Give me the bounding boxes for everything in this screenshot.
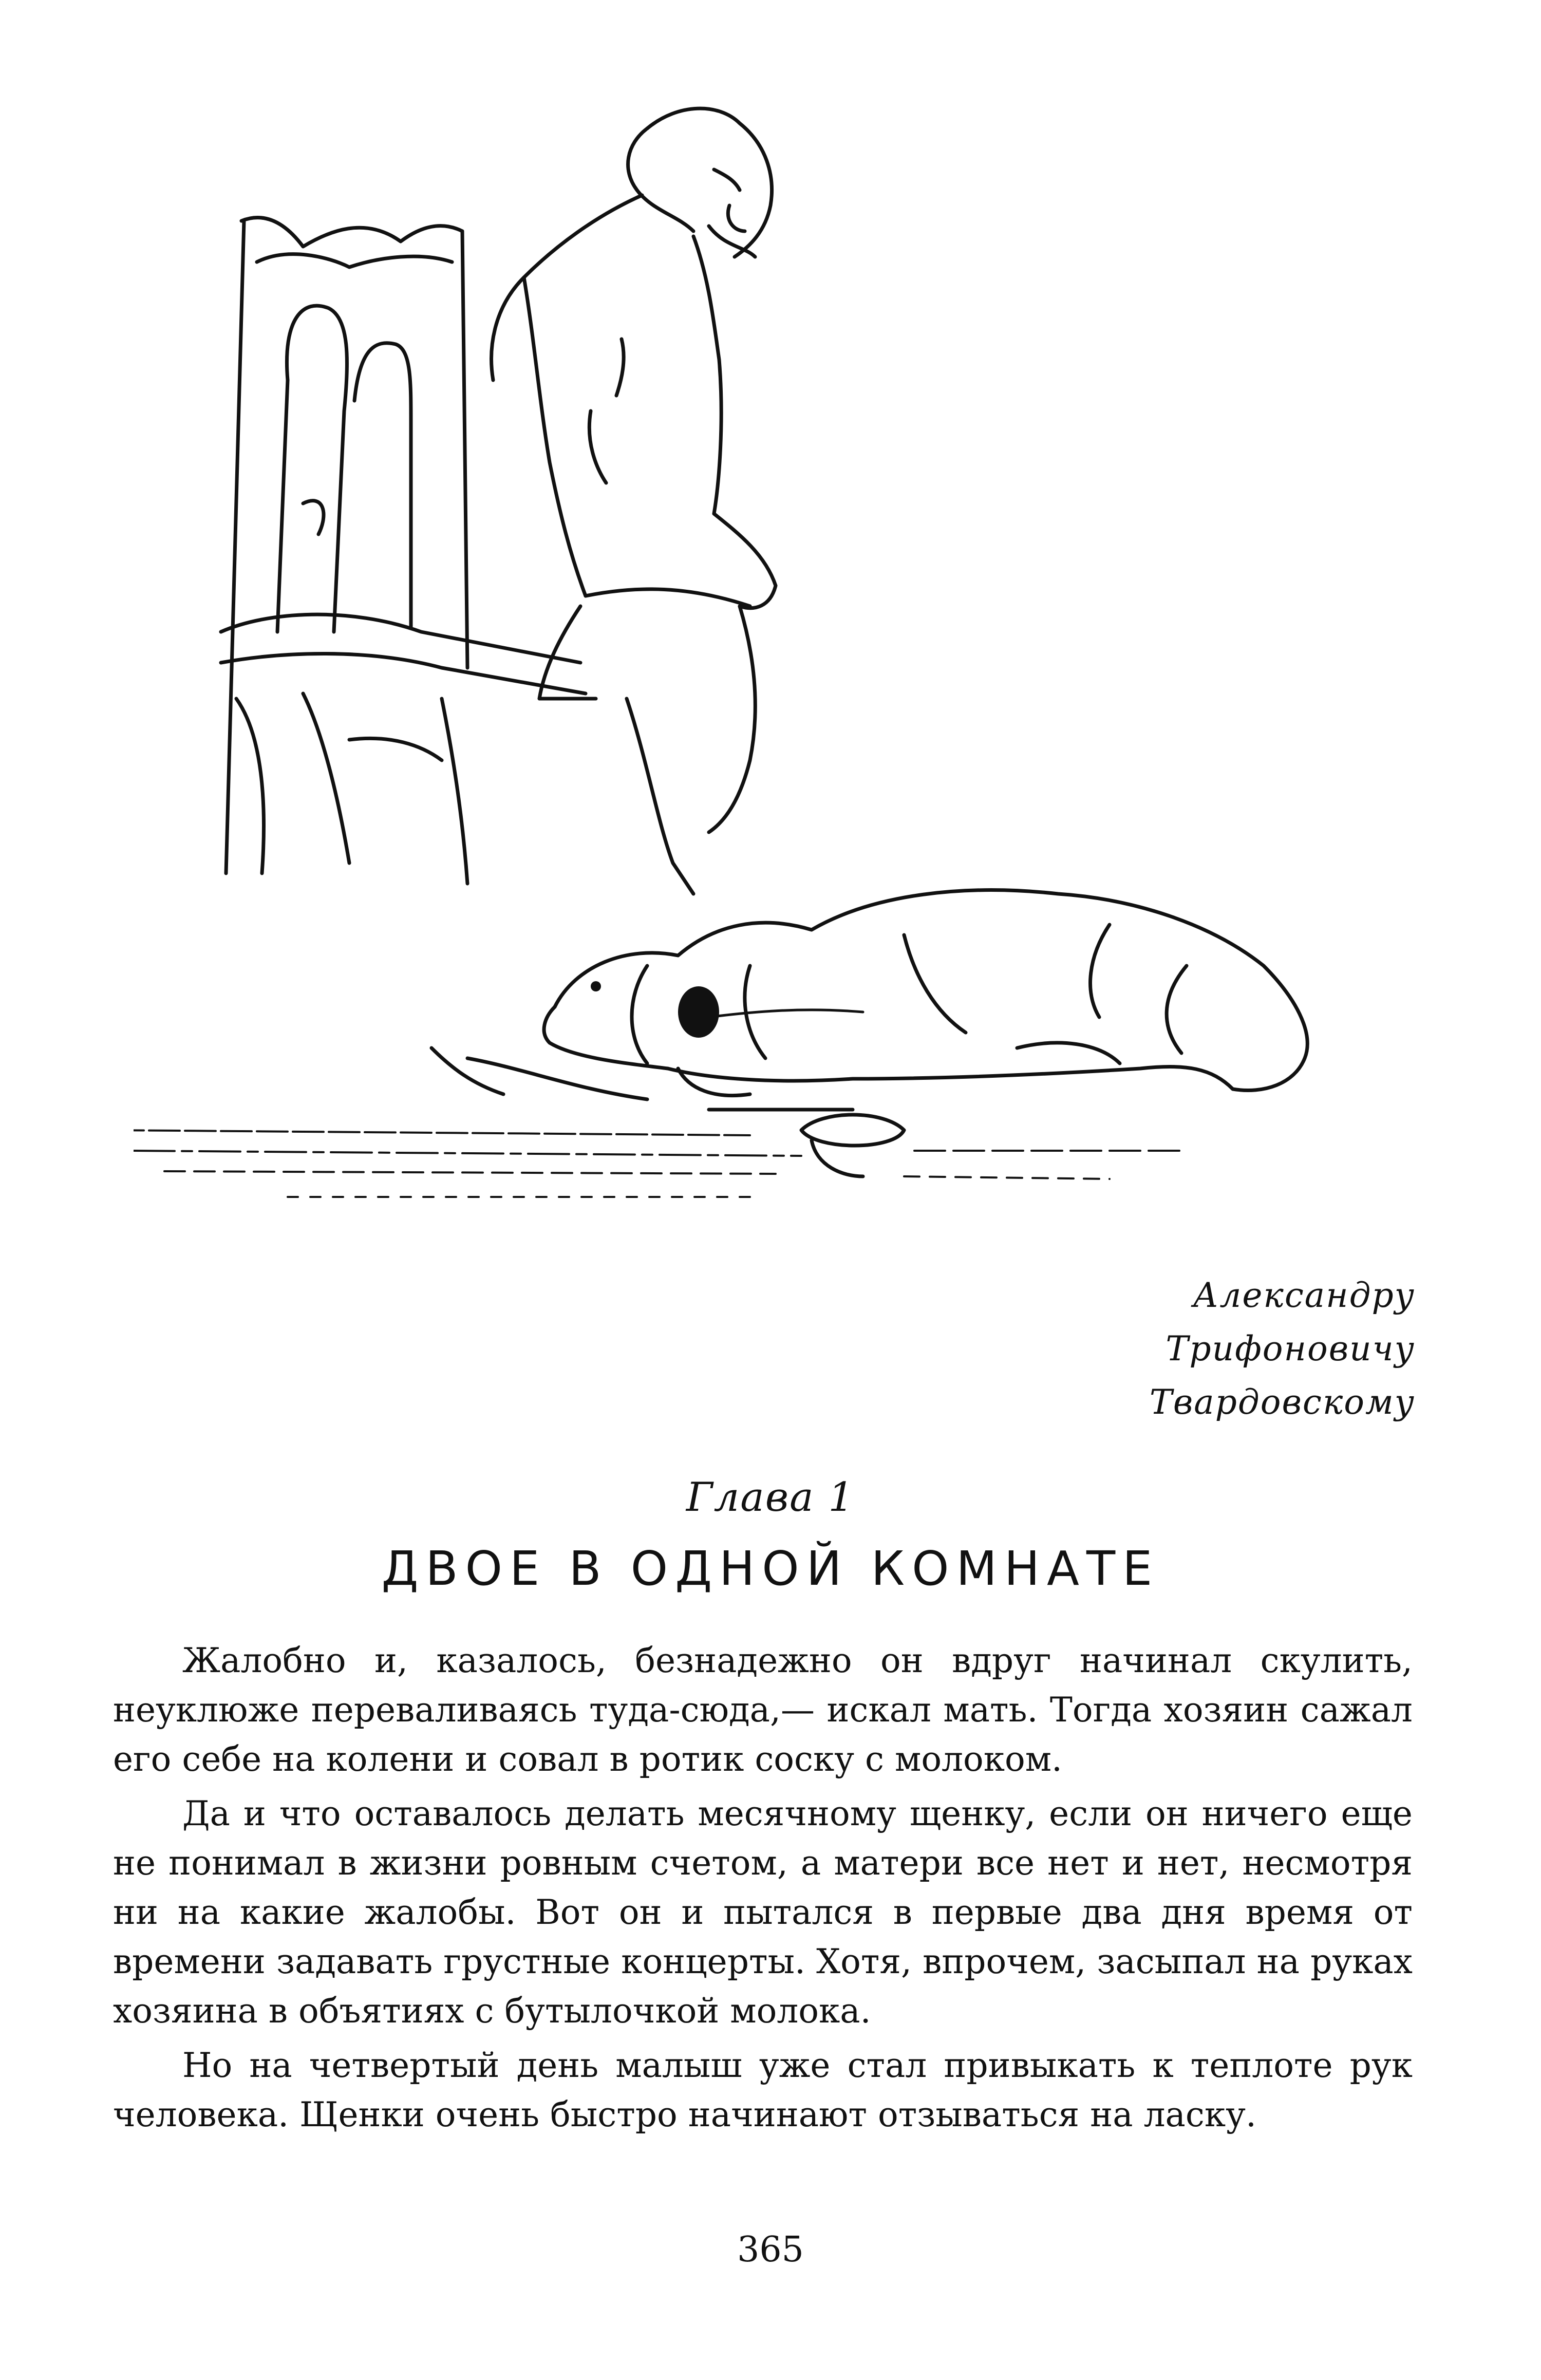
dog-drawing	[431, 890, 1307, 1110]
dedication-line: Трифоновичу	[1166, 1329, 1415, 1369]
dedication-line: Твардовскому	[1149, 1382, 1415, 1422]
paragraph: Жалобно и, казалось, безнадежно он вдруг начинал скулить, неуклюже переваливаясь туда-сюда,— искал мать. Тогда хозяин сажал его себе на колени и совал в ротик соску с молоком.	[113, 1641, 1413, 1779]
chapter-label: Глава 1	[686, 1474, 855, 1521]
body-text	[113, 1636, 1413, 2145]
page-number: 365	[737, 2229, 804, 2270]
man-drawing	[492, 108, 776, 894]
illustration-man-chair-dog	[134, 92, 1418, 1248]
dedication	[799, 1269, 1415, 1429]
chapter-title: ДВОЕ В ОДНОЙ КОМНАТЕ	[381, 1541, 1160, 1596]
paragraph: Да и что оставалось делать месячному щенку, если он ничего еще не понимал в жизни ровным счетом, а матери все нет и нет, несмотря ни на какие жалобы. Вот он и пытался в первые два дня время от времени задавать грустные концерты. Хотя, впрочем, засыпал на руках хозяина в объятиях с бутылочкой молока.	[113, 1794, 1413, 2031]
bowl-and-floor-drawing	[134, 1115, 1187, 1197]
paragraph: Но на четвертый день малыш уже стал привыкать к теплоте рук человека. Щенки очень быстро начинают отзываться на ласку.	[113, 2046, 1413, 2134]
dedication-line: Александру	[1193, 1276, 1415, 1315]
